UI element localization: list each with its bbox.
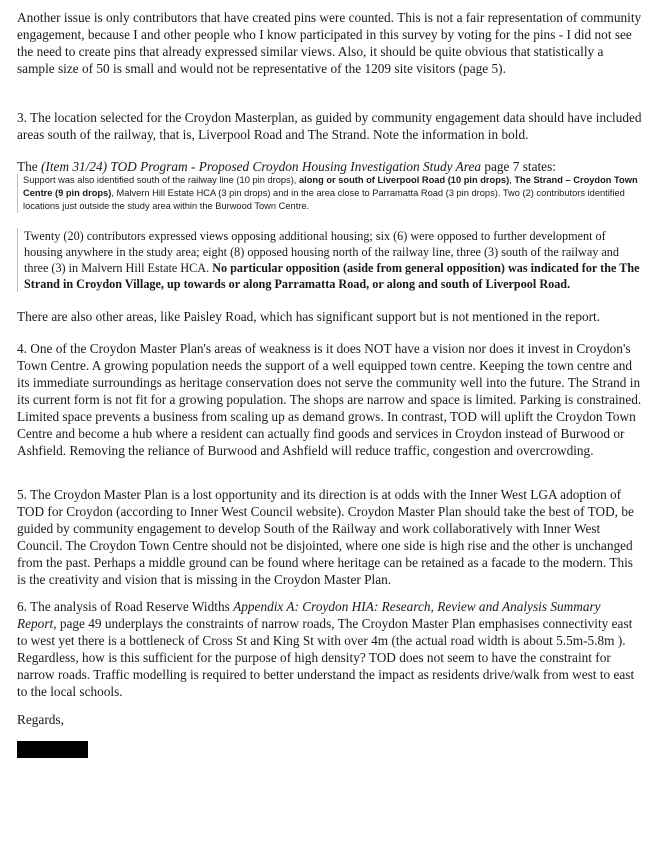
quote2-bold-1: No particular opposition (aside from general opposition) was indicated for the The Strand in Croydon Village, up towards or along Parramatta Road, or along and south of Liverpool Road. — [24, 261, 640, 291]
blockquote-opposition — [17, 228, 644, 292]
quote1-text-2: , — [509, 175, 515, 185]
quote-source-title: (Item 31/24) TOD Program - Proposed Croydon Housing Investigation Study Area — [41, 159, 481, 174]
point6-text-pre: 6. The analysis of Road Reserve Widths — [17, 599, 234, 614]
point-4-paragraph: 4. One of the Croydon Master Plan's areas of weakness is it does NOT have a vision nor does it invest in Croydon's Town Centre. A growing population needs the support of a well equipped town centre. Keeping the town centre and its immediate surroundings as heritage conservation does not serve the community well into the future. The Strand in its current form is not fit for a growing population. The shops are narrow and space is limited. Parking is constrained. Limited space prevents a business from scaling up as demand grows. In contrast, TOD will uplift the Croydon Town Centre and become a hub where a resident can actually find goods and services in Croydon instead of Burwood or Ashfield. Removing the reliance of Burwood and Ashfield will reduce traffic, congestion and overcrowding. — [17, 341, 642, 458]
quote1-text-1: Support was also identified south of the railway line (10 pin drops), — [23, 175, 299, 185]
quote-intro-pre: The — [17, 159, 41, 174]
quote1-text-3: , Malvern Hill Estate HCA (3 pin drops) and in the area close to Parramatta Road (3 pin drops). Two (2) contributors identified locations just outside the study area within the Burwood Town Centre. — [23, 188, 625, 211]
quote-intro-post: page 7 states: — [481, 159, 556, 174]
blockquote-support — [17, 174, 645, 213]
paragraph-paisley-road: There are also other areas, like Paisley Road, which has significant support but is not mentioned in the report. — [17, 309, 601, 324]
redacted-signature — [17, 741, 88, 758]
point6-reference: Appendix A: Croydon HIA: Research, Review and Analysis Summary Report, — [17, 599, 601, 631]
quote1-bold-1: along or south of Liverpool Road (10 pin drops) — [298, 175, 510, 185]
point-6-paragraph — [17, 598, 642, 700]
quote1-bold-2: The Strand – Croydon Town Centre (9 pin drops) — [23, 175, 638, 198]
quote2-text-1: Twenty (20) contributors expressed views opposing additional housing; six (6) were opposed to further development of housing anywhere in the study area; eight (8) opposed housing north of the railway line, three (3) south of the railway and three (3) in Malvern Hill Estate HCA. — [24, 229, 619, 275]
quote-intro — [17, 158, 642, 175]
point-5-paragraph: 5. The Croydon Master Plan is a lost opportunity and its direction is at odds with the Inner West LGA adoption of TOD for Croydon (according to Inner West Council website). Croydon Master Plan should take the best of TOD, be guided by community engagement to develop South of the Railway and work collaboratively with Inner West Council. The Croydon Town Centre should not be disjointed, where one side is high rise and the other is unchanged from the past. Perhaps a middle ground can be found where heritage can be retained as a facade to the modern. This is the creativity and vision that is missing in the Croydon Master Plan. — [17, 487, 634, 587]
signoff: Regards, — [17, 712, 64, 727]
paragraph-pin-counting: Another issue is only contributors that have created pins were counted. This is not a fair representation of community engagement, because I and other people who I know participated in this survey by voting for the pins - I did not see the need to create pins that already expressed similar views. Also, it should be quite obvious that statistically a sample size of 50 is small and would not be representative of the 1209 site visitors (page 5). — [17, 10, 642, 76]
point-3-paragraph: 3. The location selected for the Croydon Masterplan, as guided by community engagement data should have included areas south of the railway, that is, Liverpool Road and The Strand. Note the information in bold. — [17, 110, 642, 142]
point6-text-post: page 49 underplays the constraints of narrow roads, The Croydon Master Plan emphasises connectivity east to west yet there is a bottleneck of Cross St and King St with over 4m (the actual road width is about 5.5m-5.8m ). Regardless, how is this sufficient for the purpose of high density? TOD does not seem to have the constraint for narrow roads. Traffic modelling is required to better understand the impact as residents drive/walk from west to east to the local schools. — [17, 616, 635, 699]
